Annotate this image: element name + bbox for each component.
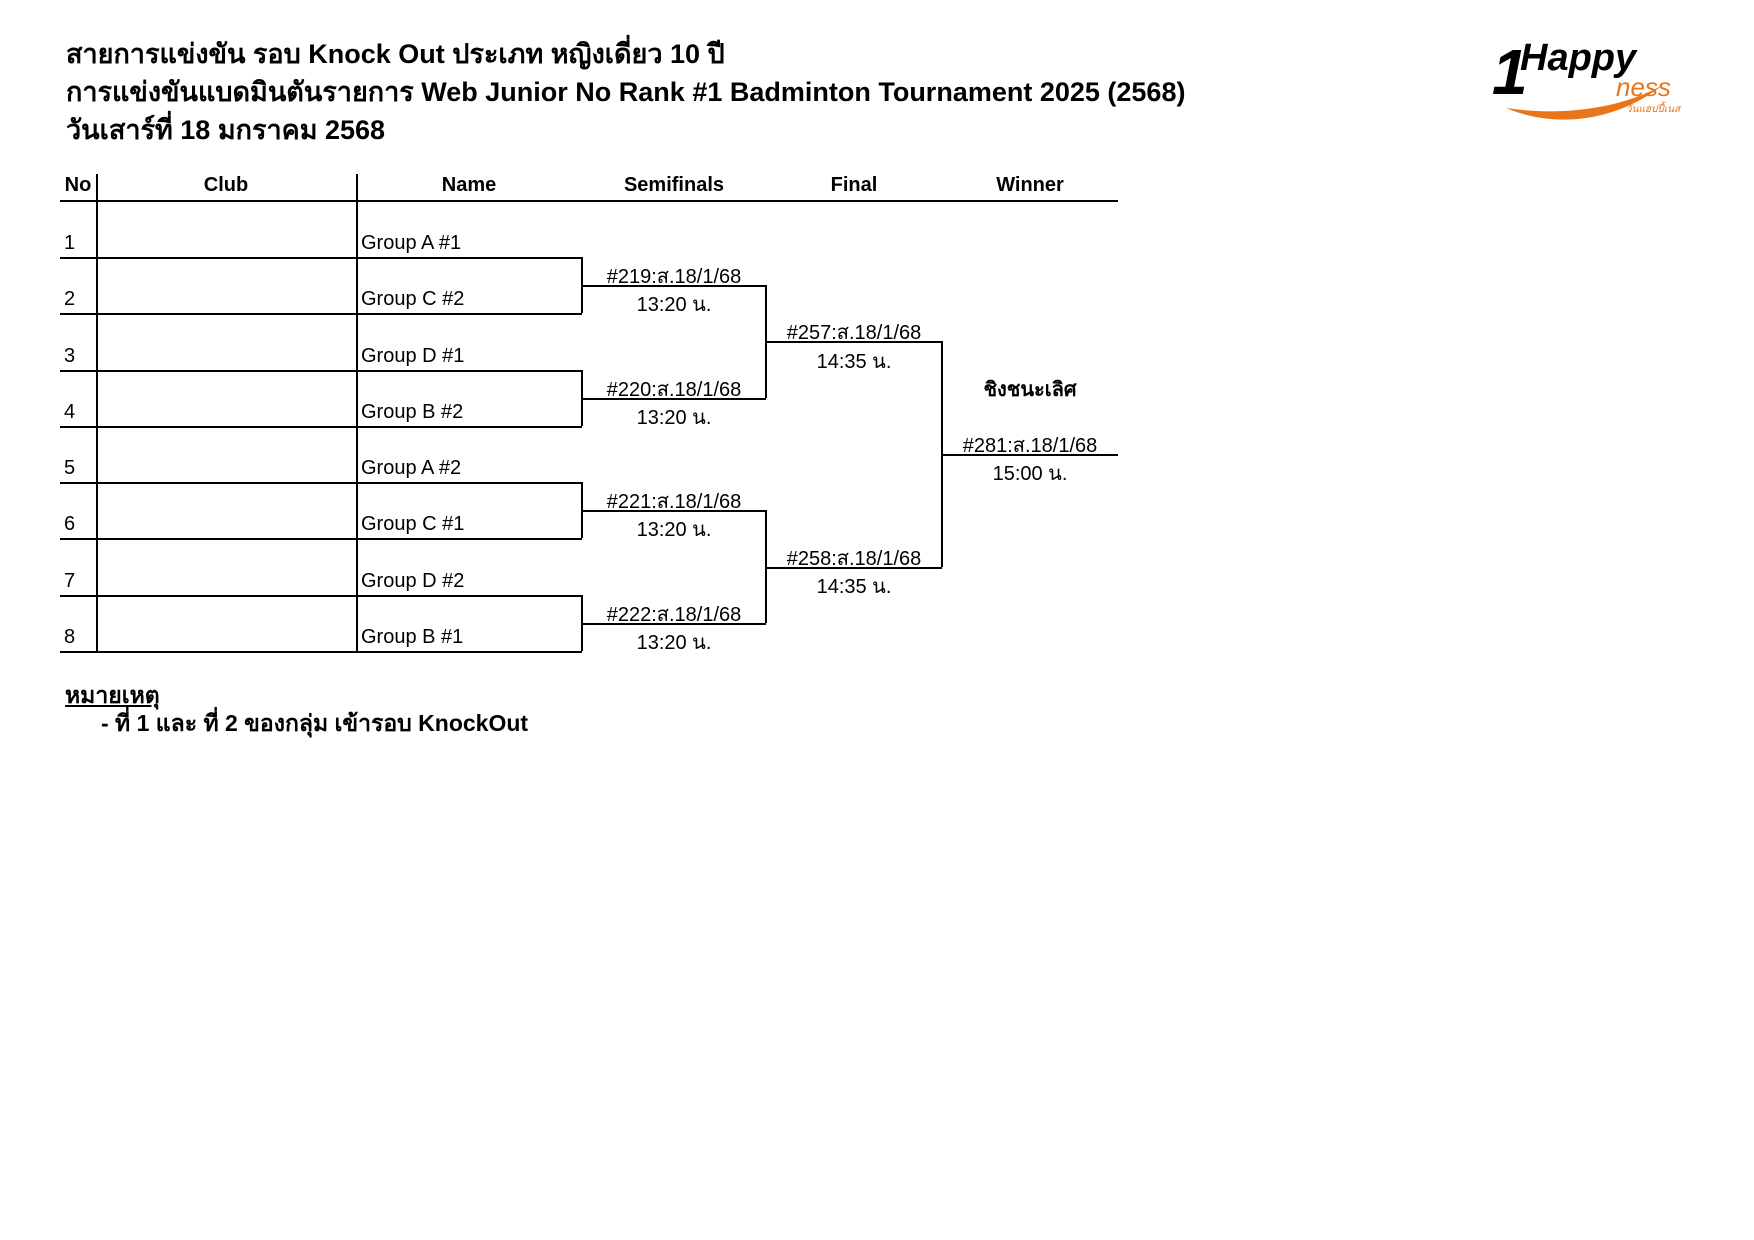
entry-number: 2 (64, 288, 76, 310)
logo-graphic (1488, 30, 1693, 120)
entry-number: 7 (64, 570, 76, 592)
f1-time: 14:35 น. (816, 351, 892, 373)
happyness-logo (1488, 30, 1693, 120)
logo-tagline: วันแฮปปี้เนส (1626, 104, 1681, 115)
winner-time: 15:00 น. (992, 463, 1068, 485)
row-separator (60, 538, 582, 540)
f2-time: 14:35 น. (816, 576, 892, 598)
title-line-2: การแข่งขันแบดมินตันรายการ Web Junior No Rank #1 Badminton Tournament 2025 (2568) (66, 77, 1186, 107)
logo-happy-text: Happy (1520, 37, 1637, 79)
f2-match: #258:ส.18/1/68 (786, 548, 922, 570)
entry-name: Group D #2 (361, 570, 465, 592)
sf3-time: 13:20 น. (636, 519, 712, 541)
row-separator (60, 426, 582, 428)
sf3-match: #221:ส.18/1/68 (606, 491, 742, 513)
entry-name: Group D #1 (361, 345, 465, 367)
entry-number: 5 (64, 457, 76, 479)
row-separator (60, 482, 582, 484)
col-header-no: No (64, 174, 92, 196)
sf4-time: 13:20 น. (636, 632, 712, 654)
entry-name: Group A #2 (361, 457, 462, 479)
row-separator (60, 595, 582, 597)
entry-number: 4 (64, 401, 76, 423)
winner-match: #281:ส.18/1/68 (962, 435, 1098, 457)
entry-name: Group C #1 (361, 513, 465, 535)
row-separator (60, 651, 582, 653)
notes-title: หมายเหตุ (65, 682, 160, 708)
logo-one-glyph: 1 (1492, 36, 1528, 108)
entry-name: Group B #1 (361, 626, 464, 648)
title-line-3: วันเสาร์ที่ 18 มกราคม 2568 (66, 115, 386, 145)
header-underline (60, 200, 1118, 202)
col-header-name: Name (441, 174, 497, 196)
sf4-match: #222:ส.18/1/68 (606, 604, 742, 626)
col-header-final: Final (830, 174, 878, 196)
row-separator (60, 313, 582, 315)
logo-ness-text: ness (1616, 72, 1671, 102)
column-divider-club-name (356, 174, 358, 652)
sf1-match: #219:ส.18/1/68 (606, 266, 742, 288)
winner-label: ชิงชนะเลิศ (983, 379, 1077, 401)
entry-name: Group B #2 (361, 401, 464, 423)
row-separator (60, 370, 582, 372)
entry-name: Group C #2 (361, 288, 465, 310)
title-line-1: สายการแข่งขัน รอบ Knock Out ประเภท หญิงเดี่ยว 10 ปี (66, 39, 725, 69)
sf1-time: 13:20 น. (636, 294, 712, 316)
notes-item: - ที่ 1 และ ที่ 2 ของกลุ่ม เข้ารอบ KnockOut (101, 710, 529, 736)
row-separator (60, 257, 582, 259)
col-header-semifinals: Semifinals (623, 174, 725, 196)
entry-number: 1 (64, 232, 76, 254)
col-header-club: Club (203, 174, 249, 196)
entry-number: 8 (64, 626, 76, 648)
f1-match: #257:ส.18/1/68 (786, 322, 922, 344)
sf2-match: #220:ส.18/1/68 (606, 379, 742, 401)
column-divider-no-club (96, 174, 98, 652)
sf2-time: 13:20 น. (636, 407, 712, 429)
col-header-winner: Winner (996, 174, 1064, 196)
entry-number: 3 (64, 345, 76, 367)
entry-name: Group A #1 (361, 232, 462, 254)
entry-number: 6 (64, 513, 76, 535)
